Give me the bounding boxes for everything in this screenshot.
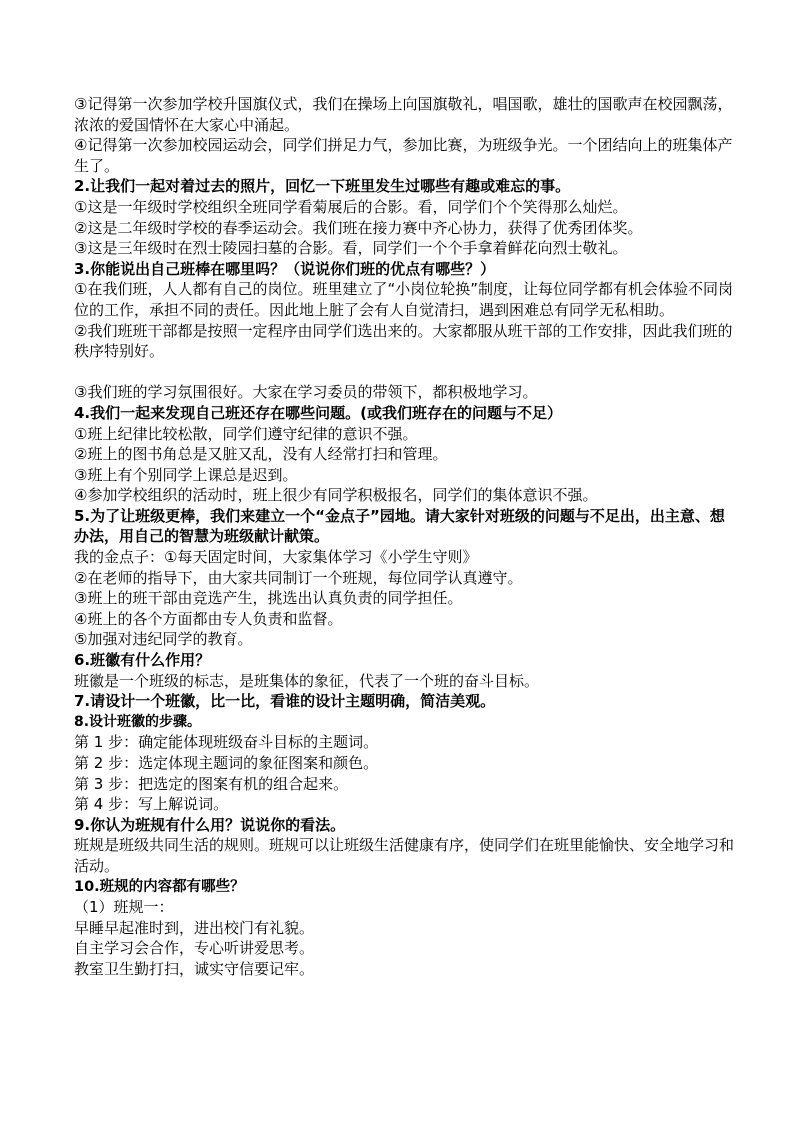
- rule-line: 早睡早起准时到，进出校门有礼貌。: [74, 918, 315, 937]
- answer-line: ③这是三年级时在烈士陵园扫墓的合影。看，同学们一个个手拿着鲜花向烈士敬礼。: [74, 239, 628, 258]
- answer-line: ①班上纪律比较松散，同学们遵守纪律的意识不强。: [74, 424, 418, 443]
- question-3-title: 3.你能说出自己班棒在哪里吗？（说说你们班的优点有哪些？）: [74, 259, 496, 278]
- question-8-title: 8.设计班徽的步骤。: [74, 713, 202, 730]
- question-9-title: 9.你认为班规有什么用？说说你的看法。: [74, 815, 346, 834]
- document-page: [74, 94, 734, 980]
- step-line: 第 4 步：写上解说词。: [74, 795, 229, 814]
- answer-line: ④班上的各个方面都由专人负责和监督。: [74, 609, 343, 628]
- answer-line: ②这是二年级时学校的春季运动会。我们班在接力赛中齐心协力，获得了优秀团体奖。: [74, 218, 643, 237]
- answer-line: 班徽是一个班级的标志，是班集体的象征，代表了一个班的奋斗目标。: [74, 671, 540, 690]
- question-6-title: 6.班徽有什么作用？: [74, 651, 211, 670]
- rule-line: 教室卫生勤打扫，诚实守信要记牢。: [74, 959, 315, 978]
- answer-line: ①这是一年级时学校组织全班同学看菊展后的合影。看，同学们个个笑得那么灿烂。: [74, 197, 628, 216]
- answer-line: ②在老师的指导下，由大家共同制订一个班规，每位同学认真遵守。: [74, 568, 523, 587]
- answer-line: ③班上有个别同学上课总是迟到。: [74, 465, 298, 484]
- answer-paragraph: ②我们班班干部都是按照一定程序由同学们选出来的。大家都服从班干部的工作安排，因此我们班的秩序特别好。: [74, 321, 733, 361]
- question-4-title: 4.我们一起来发现自己班还存在哪些问题。(或我们班存在的问题与不足）: [74, 403, 562, 422]
- answer-line: ③班上的班干部由竞选产生，挑选出认真负责的同学担任。: [74, 589, 463, 608]
- memory-item-3: ③记得第一次参加学校升国旗仪式，我们在操场上向国旗敬礼，唱国歌，雄壮的国歌声在校园飘荡，浓浓的爱国情怀在大家心中涌起。: [74, 95, 733, 134]
- answer-paragraph: 班规是班级共同生活的规则。班规可以让班级生活健康有序，使同学们在班里能愉快、安全地学习和活动。: [74, 836, 735, 875]
- step-line: 第 2 步：选定体现主题词的象征图案和颜色。: [74, 754, 379, 772]
- answer-line: ②班上的图书角总是又脏又乱，没有人经常打扫和管理。: [74, 445, 448, 464]
- step-line: 第 3 步：把选定的图案有机的组合起来。: [74, 774, 349, 793]
- answer-line: ⑤加强对违纪同学的教育。: [74, 630, 253, 649]
- answer-line: 我的金点子：①每天固定时间，大家集体学习《小学生守则》: [74, 548, 478, 567]
- blank-line: [74, 362, 734, 383]
- answer-line: ③我们班的学习氛围很好。大家在学习委员的带领下，都积极地学习。: [74, 383, 538, 402]
- answer-paragraph: ①在我们班，人人都有自己的岗位。班里建立了“小岗位轮换”制度，让每位同学都有机会体验不同岗位的工作，承担不同的责任。因此地上脏了会有人自觉清扫，遇到困难总有同学无私相助。: [74, 280, 733, 319]
- question-7-title: 7.请设计一个班徽，比一比，看谁的设计主题明确，简洁美观。: [74, 692, 496, 711]
- question-5-title: 5.为了让班级更棒，我们来建立一个“金点子”园地。请大家针对班级的问题与不足出，出主意、想办法，用自己的智慧为班级献计献策。: [74, 506, 725, 546]
- rule-line: 自主学习会合作，专心听讲爱思考。: [74, 939, 315, 958]
- answer-line: ④参加学校组织的活动时，班上很少有同学积极报名，同学们的集体意识不强。: [74, 486, 598, 505]
- question-10-title: 10.班规的内容都有哪些？: [74, 878, 245, 895]
- question-2-title: 2.让我们一起对着过去的照片，回忆一下班里发生过哪些有趣或难忘的事。: [74, 177, 571, 196]
- step-line: 第 1 步：确定能体现班级奋斗目标的主题词。: [74, 733, 379, 752]
- rule-line: （1）班规一：: [74, 898, 174, 917]
- memory-item-4: ④记得第一次参加校园运动会，同学们拼足力气，参加比赛，为班级争光。一个团结向上的班集体产生了。: [74, 136, 733, 175]
